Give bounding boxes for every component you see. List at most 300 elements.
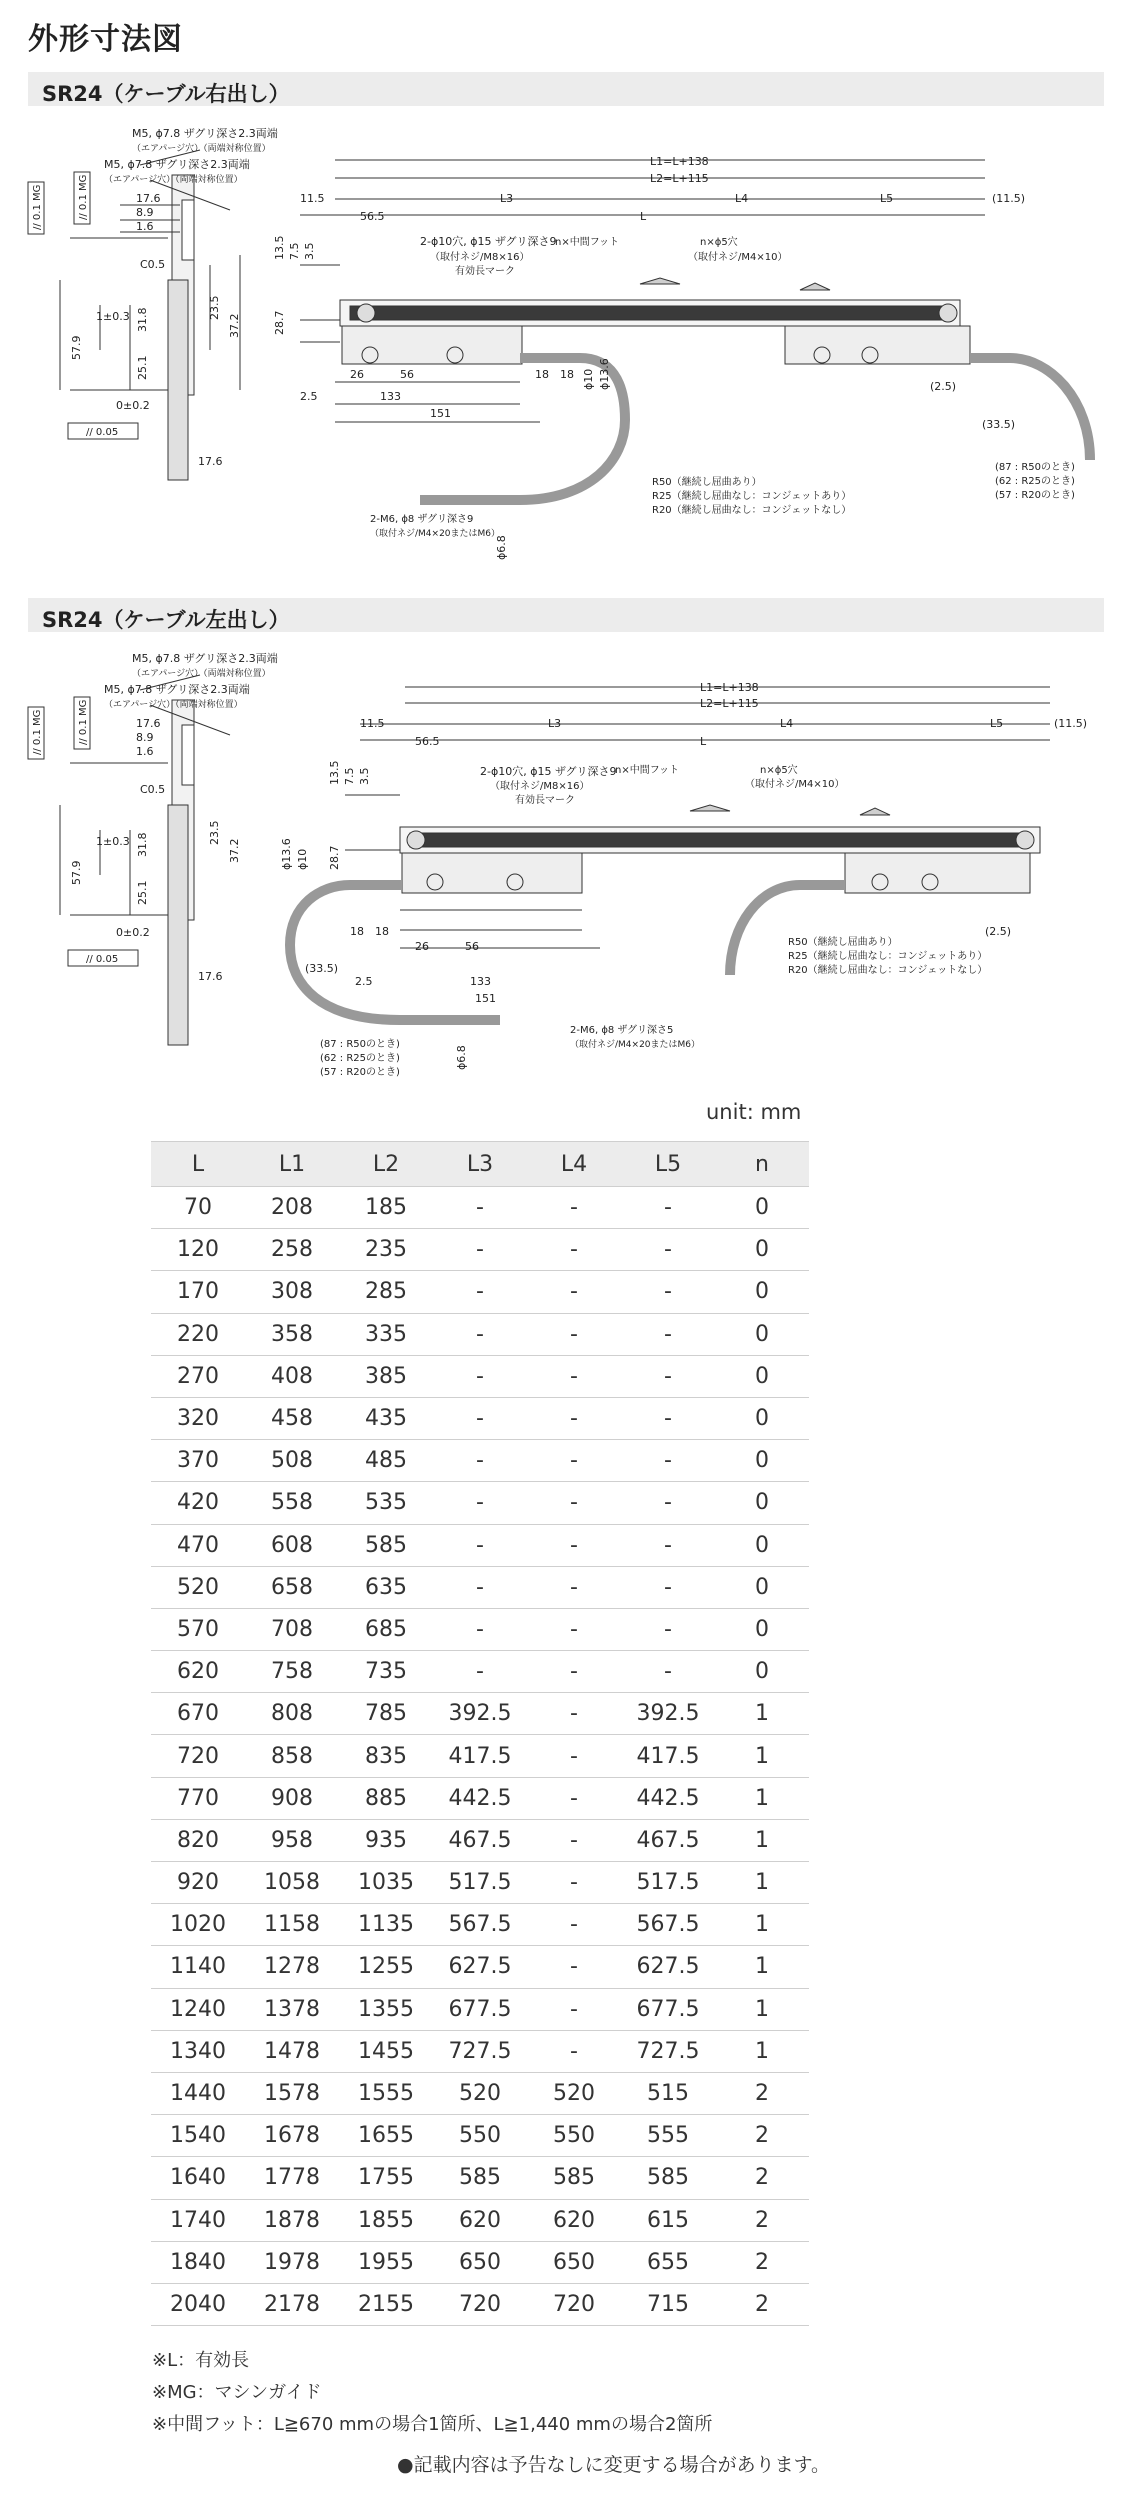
table-cell: 620	[527, 2199, 621, 2241]
table-cell: 715	[621, 2283, 715, 2325]
dim-23-5: 23.5	[208, 820, 221, 845]
table-cell: 0	[715, 1229, 809, 1271]
table-cell: 608	[245, 1524, 339, 1566]
table-cell: 1555	[339, 2072, 433, 2114]
table-cell: 627.5	[621, 1946, 715, 1988]
front-view	[300, 160, 1090, 500]
bend-r50: R50（継続し屈曲あり）	[652, 477, 762, 488]
table-header-row	[151, 1142, 809, 1187]
table-cell: 735	[339, 1651, 433, 1693]
table-cell: 0	[715, 1440, 809, 1482]
table-cell: -	[527, 2030, 621, 2072]
table-body	[151, 1187, 809, 2326]
table-cell: 1035	[339, 1862, 433, 1904]
table-cell: 470	[151, 1524, 245, 1566]
table-cell: 658	[245, 1566, 339, 1608]
table-cell: 1855	[339, 2199, 433, 2241]
table-cell: 320	[151, 1397, 245, 1439]
table-cell: 620	[151, 1651, 245, 1693]
table-cell: 1140	[151, 1946, 245, 1988]
dim-c0-5: C0.5	[140, 783, 166, 796]
table-cell: 635	[339, 1566, 433, 1608]
dim-0pm02: 0±0.2	[116, 926, 150, 939]
col-header-l1: L1	[245, 1142, 339, 1187]
unit-label: unit: mm	[706, 1100, 802, 1124]
dim-1pm03: 1±0.3	[96, 310, 130, 323]
table-row	[151, 1608, 809, 1650]
dim-31-8: 31.8	[136, 307, 149, 332]
table-cell: -	[621, 1440, 715, 1482]
dim-l3: L3	[500, 192, 514, 205]
scale-band	[410, 833, 1030, 847]
table-row	[151, 1187, 809, 1229]
table-cell: -	[527, 1187, 621, 1229]
table-cell: 270	[151, 1355, 245, 1397]
bend-r20: R20（継続し屈曲なし：コンジェットなし）	[788, 965, 988, 976]
callout-m5-2: M5, ϕ7.8 ザグリ深さ2.3両端	[104, 683, 250, 696]
dim-133: 133	[470, 975, 491, 988]
table-cell: -	[621, 1608, 715, 1650]
table-cell: 0	[715, 1355, 809, 1397]
table-row	[151, 1904, 809, 1946]
table-cell: -	[527, 1693, 621, 1735]
table-cell: -	[433, 1482, 527, 1524]
dim-l2: L2=L+115	[700, 697, 759, 710]
table-cell: 2178	[245, 2283, 339, 2325]
dim-56: 56	[465, 940, 479, 953]
mid-foot	[690, 805, 730, 811]
table-cell: 1135	[339, 1904, 433, 1946]
table-row	[151, 1229, 809, 1271]
table-row	[151, 1693, 809, 1735]
table-cell: 570	[151, 1608, 245, 1650]
table-cell: -	[621, 1397, 715, 1439]
dim-37-2: 37.2	[228, 838, 241, 863]
tolerance-mg-label: // 0.1 MG	[32, 709, 43, 755]
table-cell: 335	[339, 1313, 433, 1355]
table-cell: 1058	[245, 1862, 339, 1904]
dim-17-6: 17.6	[136, 717, 161, 730]
table-cell: -	[621, 1524, 715, 1566]
dim-151: 151	[430, 407, 451, 420]
dim-paren-87: (87 : R50のとき)	[995, 462, 1075, 473]
col-header-l3: L3	[433, 1142, 527, 1187]
table-cell: 558	[245, 1482, 339, 1524]
table-cell: 650	[527, 2241, 621, 2283]
tolerance-mg-label-2: // 0.1 MG	[78, 174, 89, 220]
table-cell: -	[527, 1608, 621, 1650]
side-labels	[32, 126, 278, 468]
mount-hole-right	[1016, 831, 1034, 849]
dim-l: L	[700, 735, 707, 748]
table-cell: -	[527, 1524, 621, 1566]
table-cell: -	[433, 1229, 527, 1271]
drawing-left-exit	[0, 645, 1132, 1100]
table-cell: 2155	[339, 2283, 433, 2325]
table-cell: 1655	[339, 2115, 433, 2157]
table-cell: 1	[715, 1777, 809, 1819]
table-cell: 370	[151, 1440, 245, 1482]
table-cell: 285	[339, 1271, 433, 1313]
table-cell: -	[527, 1355, 621, 1397]
table-row	[151, 1735, 809, 1777]
table-cell: 2	[715, 2115, 809, 2157]
mid-foot	[640, 278, 680, 284]
dim-l2: L2=L+115	[650, 172, 709, 185]
hole-2m6-left: 2-M6, ϕ8 ザグリ深さ5	[570, 1025, 674, 1036]
note-item: ※中間フット：L≧670 mmの場合1箇所、L≧1,440 mmの場合2箇所	[152, 2414, 713, 2435]
table-cell: 535	[339, 1482, 433, 1524]
table-cell: 2040	[151, 2283, 245, 2325]
table-cell: -	[621, 1566, 715, 1608]
table-cell: 70	[151, 1187, 245, 1229]
table-cell: 0	[715, 1608, 809, 1650]
dim-paren-33-5: (33.5)	[305, 962, 339, 975]
dim-17-6-bottom: 17.6	[198, 970, 223, 983]
side-labels-2	[32, 651, 278, 983]
tolerance-005-label: // 0.05	[86, 427, 119, 438]
table-cell: 820	[151, 1819, 245, 1861]
table-row	[151, 1862, 809, 1904]
table-cell: 727.5	[433, 2030, 527, 2072]
section-heading-right-exit	[28, 72, 1104, 106]
dim-paren-2-5: (2.5)	[930, 380, 957, 393]
table-row	[151, 1566, 809, 1608]
dim-18-a: 18	[350, 925, 364, 938]
table-cell: 1778	[245, 2157, 339, 2199]
table-cell: -	[433, 1397, 527, 1439]
table-cell: 677.5	[621, 1988, 715, 2030]
table-row	[151, 2241, 809, 2283]
table-cell: 1740	[151, 2199, 245, 2241]
dim-151: 151	[475, 992, 496, 1005]
table-cell: 2	[715, 2283, 809, 2325]
section-heading-text: SR24（ケーブル左出し）	[42, 608, 290, 632]
table-cell: 0	[715, 1271, 809, 1313]
table-cell: 0	[715, 1482, 809, 1524]
table-cell: -	[621, 1482, 715, 1524]
table-cell: -	[433, 1440, 527, 1482]
table-cell: 1	[715, 1693, 809, 1735]
table-cell: 770	[151, 1777, 245, 1819]
table-cell: 0	[715, 1313, 809, 1355]
table-cell: 620	[433, 2199, 527, 2241]
hole-2m6b: （取付ネジ/M4×20またはM6）	[370, 529, 501, 539]
table-cell: 615	[621, 2199, 715, 2241]
table-cell: 1540	[151, 2115, 245, 2157]
table-cell: 858	[245, 1735, 339, 1777]
table-cell: 758	[245, 1651, 339, 1693]
table-cell: 685	[339, 1608, 433, 1650]
table-row	[151, 1482, 809, 1524]
table-cell: 1020	[151, 1904, 245, 1946]
reading-head-alt	[845, 853, 1030, 893]
side-view-2	[28, 675, 230, 1045]
table-cell: 1978	[245, 2241, 339, 2283]
table-cell: 727.5	[621, 2030, 715, 2072]
page-title: 外形寸法図	[28, 22, 183, 57]
mount-hole-right	[939, 304, 957, 322]
table-cell: 708	[245, 1608, 339, 1650]
dim-l3: L3	[548, 717, 562, 730]
hole-2m6b-left: （取付ネジ/M4×20またはM6）	[570, 1040, 701, 1050]
dim-23-5: 23.5	[208, 295, 221, 320]
table-cell: 1240	[151, 1988, 245, 2030]
table-cell: 467.5	[433, 1819, 527, 1861]
table-row	[151, 1397, 809, 1439]
table-cell: 1	[715, 1904, 809, 1946]
table-cell: 1255	[339, 1946, 433, 1988]
effective-mark: 有効長マーク	[515, 795, 575, 806]
table-cell: -	[527, 1651, 621, 1693]
hole-n5: n×ϕ5穴	[700, 237, 738, 248]
reading-head-profile	[168, 280, 188, 480]
table-cell: 1	[715, 1988, 809, 2030]
table-cell: 0	[715, 1651, 809, 1693]
table-cell: 677.5	[433, 1988, 527, 2030]
table-cell: 1878	[245, 2199, 339, 2241]
table-cell: -	[527, 1271, 621, 1313]
dimension-table	[151, 1141, 809, 2326]
tolerance-005-label: // 0.05	[86, 954, 119, 965]
dim-28-7: 28.7	[273, 310, 286, 335]
table-cell: 408	[245, 1355, 339, 1397]
table-cell: 0	[715, 1524, 809, 1566]
dim-1-6: 1.6	[136, 220, 154, 233]
dim-2-5: 2.5	[355, 975, 373, 988]
dim-l5: L5	[990, 717, 1004, 730]
dim-11-5: 11.5	[360, 717, 385, 730]
table-cell: 885	[339, 1777, 433, 1819]
table-cell: 670	[151, 1693, 245, 1735]
table-row	[151, 1524, 809, 1566]
table-cell: -	[527, 1440, 621, 1482]
dim-paren-57: (57 : R20のとき)	[320, 1067, 400, 1078]
table-cell: -	[433, 1608, 527, 1650]
table-cell: -	[621, 1229, 715, 1271]
top-dim-lines	[360, 687, 1050, 740]
table-cell: 467.5	[621, 1819, 715, 1861]
dim-26: 26	[415, 940, 429, 953]
table-row	[151, 1355, 809, 1397]
table-cell: 308	[245, 1271, 339, 1313]
mount-hole-left	[407, 831, 425, 849]
hole-n5b: （取付ネジ/M4×10）	[745, 779, 845, 790]
section-heading-left-exit	[28, 598, 1104, 632]
dim-paren-87: (87 : R50のとき)	[320, 1039, 400, 1050]
table-cell: 517.5	[433, 1862, 527, 1904]
table-cell: -	[527, 1397, 621, 1439]
dim-31-8: 31.8	[136, 832, 149, 857]
dim-8-9: 8.9	[136, 206, 154, 219]
dim-paren-33-5: (33.5)	[982, 418, 1016, 431]
tolerance-mg-label: // 0.1 MG	[32, 184, 43, 230]
dim-l5: L5	[880, 192, 894, 205]
drawing-right-exit	[0, 120, 1132, 560]
table-cell: -	[433, 1271, 527, 1313]
table-cell: 550	[433, 2115, 527, 2157]
table-cell: -	[433, 1566, 527, 1608]
table-cell: 442.5	[433, 1777, 527, 1819]
scale-slot	[182, 725, 194, 785]
table-cell: 585	[433, 2157, 527, 2199]
callout-m5-2b: （エアパージ穴）（両端対称位置）	[104, 175, 243, 185]
table-cell: 585	[621, 2157, 715, 2199]
table-row	[151, 2157, 809, 2199]
table-cell: 120	[151, 1229, 245, 1271]
dim-37-2: 37.2	[228, 313, 241, 338]
table-cell: 958	[245, 1819, 339, 1861]
bend-r25: R25（継続し屈曲なし：コンジェットあり）	[788, 951, 988, 962]
table-cell: 520	[433, 2072, 527, 2114]
dim-57-9: 57.9	[70, 335, 83, 360]
table-cell: 1455	[339, 2030, 433, 2072]
table-cell: -	[527, 1229, 621, 1271]
dim-18-b: 18	[375, 925, 389, 938]
table-cell: 1678	[245, 2115, 339, 2157]
table-row	[151, 1271, 809, 1313]
table-cell: 508	[245, 1440, 339, 1482]
dim-paren-62: (62 : R25のとき)	[320, 1053, 400, 1064]
table-cell: 1340	[151, 2030, 245, 2072]
dim-1pm03: 1±0.3	[96, 835, 130, 848]
table-cell: -	[527, 1946, 621, 1988]
table-cell: 1	[715, 1862, 809, 1904]
hole-2-10b: （取付ネジ/M8×16）	[490, 781, 590, 792]
table-cell: -	[527, 1566, 621, 1608]
table-cell: 435	[339, 1397, 433, 1439]
dim-17-6: 17.6	[136, 192, 161, 205]
table-cell: -	[527, 1819, 621, 1861]
dim-13-5: 13.5	[273, 235, 286, 260]
note-item: ※L：有効長	[152, 2350, 250, 2371]
dim-13-5: 13.5	[328, 760, 341, 785]
table-row	[151, 2283, 809, 2325]
hole-2m6: 2-M6, ϕ8 ザグリ深さ9	[370, 514, 474, 525]
table-row	[151, 2072, 809, 2114]
mid-foot-label: n×中間フット	[615, 765, 680, 776]
table-cell: 1	[715, 2030, 809, 2072]
table-cell: 627.5	[433, 1946, 527, 1988]
table-cell: 720	[151, 1735, 245, 1777]
mount-hole-left	[357, 304, 375, 322]
table-cell: -	[621, 1651, 715, 1693]
mid-foot-2	[860, 808, 890, 815]
dim-3-5: 3.5	[358, 767, 371, 785]
table-cell: 1840	[151, 2241, 245, 2283]
table-cell: 235	[339, 1229, 433, 1271]
callout-m5-1: M5, ϕ7.8 ザグリ深さ2.3両端	[132, 652, 278, 665]
table-cell: 520	[527, 2072, 621, 2114]
effective-mark: 有効長マーク	[455, 266, 515, 277]
dim-0pm02: 0±0.2	[116, 399, 150, 412]
table-cell: 908	[245, 1777, 339, 1819]
dim-57-9: 57.9	[70, 860, 83, 885]
table-cell: 2	[715, 2072, 809, 2114]
table-cell: 1355	[339, 1988, 433, 2030]
dim-1-6: 1.6	[136, 745, 154, 758]
dim-l1: L1=L+138	[700, 681, 759, 694]
table-cell: -	[433, 1313, 527, 1355]
hole-2-10: 2-ϕ10穴, ϕ15 ザグリ深さ9	[420, 235, 557, 248]
dim-56-5: 56.5	[360, 210, 385, 223]
scale-band	[350, 306, 950, 320]
table-cell: 720	[433, 2283, 527, 2325]
table-cell: -	[433, 1651, 527, 1693]
table-cell: -	[433, 1355, 527, 1397]
table-cell: 785	[339, 1693, 433, 1735]
dim-3-5: 3.5	[303, 242, 316, 260]
table-cell: 1578	[245, 2072, 339, 2114]
table-cell: 517.5	[621, 1862, 715, 1904]
table-cell: 920	[151, 1862, 245, 1904]
table-cell: -	[527, 1862, 621, 1904]
table-cell: 585	[339, 1524, 433, 1566]
bend-r50: R50（継続し屈曲あり）	[788, 937, 898, 948]
callout-m5-1: M5, ϕ7.8 ザグリ深さ2.3両端	[132, 127, 278, 140]
table-cell: 185	[339, 1187, 433, 1229]
table-cell: -	[621, 1355, 715, 1397]
dim-phi13-6: ϕ13.6	[280, 838, 293, 870]
table-cell: 258	[245, 1229, 339, 1271]
table-cell: -	[433, 1187, 527, 1229]
table-cell: 1478	[245, 2030, 339, 2072]
dim-25-1: 25.1	[136, 880, 149, 905]
table-cell: 1	[715, 1946, 809, 1988]
drawing-left-exit-svg	[0, 645, 1132, 1100]
dim-phi6-8: ϕ6.8	[455, 1045, 468, 1070]
dim-28-7: 28.7	[328, 845, 341, 870]
table-cell: 208	[245, 1187, 339, 1229]
table-cell: 0	[715, 1397, 809, 1439]
mid-foot-label: n×中間フット	[555, 237, 620, 248]
dim-56: 56	[400, 368, 414, 381]
table-row	[151, 1819, 809, 1861]
table-cell: 515	[621, 2072, 715, 2114]
bend-r25: R25（継続し屈曲なし：コンジェットあり）	[652, 491, 852, 502]
dim-56-5: 56.5	[415, 735, 440, 748]
table-cell: 1955	[339, 2241, 433, 2283]
cable-alt	[970, 358, 1090, 460]
dim-26: 26	[350, 368, 364, 381]
table-cell: 0	[715, 1187, 809, 1229]
dim-phi10: ϕ10	[296, 848, 309, 870]
scale-slot	[182, 200, 194, 260]
dim-l4: L4	[735, 192, 749, 205]
table-row	[151, 2030, 809, 2072]
table-cell: 555	[621, 2115, 715, 2157]
table-cell: 1440	[151, 2072, 245, 2114]
table-row	[151, 1651, 809, 1693]
table-cell: -	[621, 1313, 715, 1355]
dim-7-5: 7.5	[288, 242, 301, 260]
callout-m5-2: M5, ϕ7.8 ザグリ深さ2.3両端	[104, 158, 250, 171]
table-row	[151, 1313, 809, 1355]
hole-n5: n×ϕ5穴	[760, 765, 798, 776]
table-cell: 358	[245, 1313, 339, 1355]
table-cell: -	[527, 1735, 621, 1777]
table-cell: 2	[715, 2157, 809, 2199]
table-cell: -	[433, 1524, 527, 1566]
table-row	[151, 1988, 809, 2030]
dim-l: L	[640, 210, 647, 223]
dim-18-b: 18	[560, 368, 574, 381]
table-cell: -	[527, 1313, 621, 1355]
table-cell: 1158	[245, 1904, 339, 1946]
table-cell: 720	[527, 2283, 621, 2325]
table-cell: 1	[715, 1735, 809, 1777]
tolerance-mg-label-2: // 0.1 MG	[78, 699, 89, 745]
